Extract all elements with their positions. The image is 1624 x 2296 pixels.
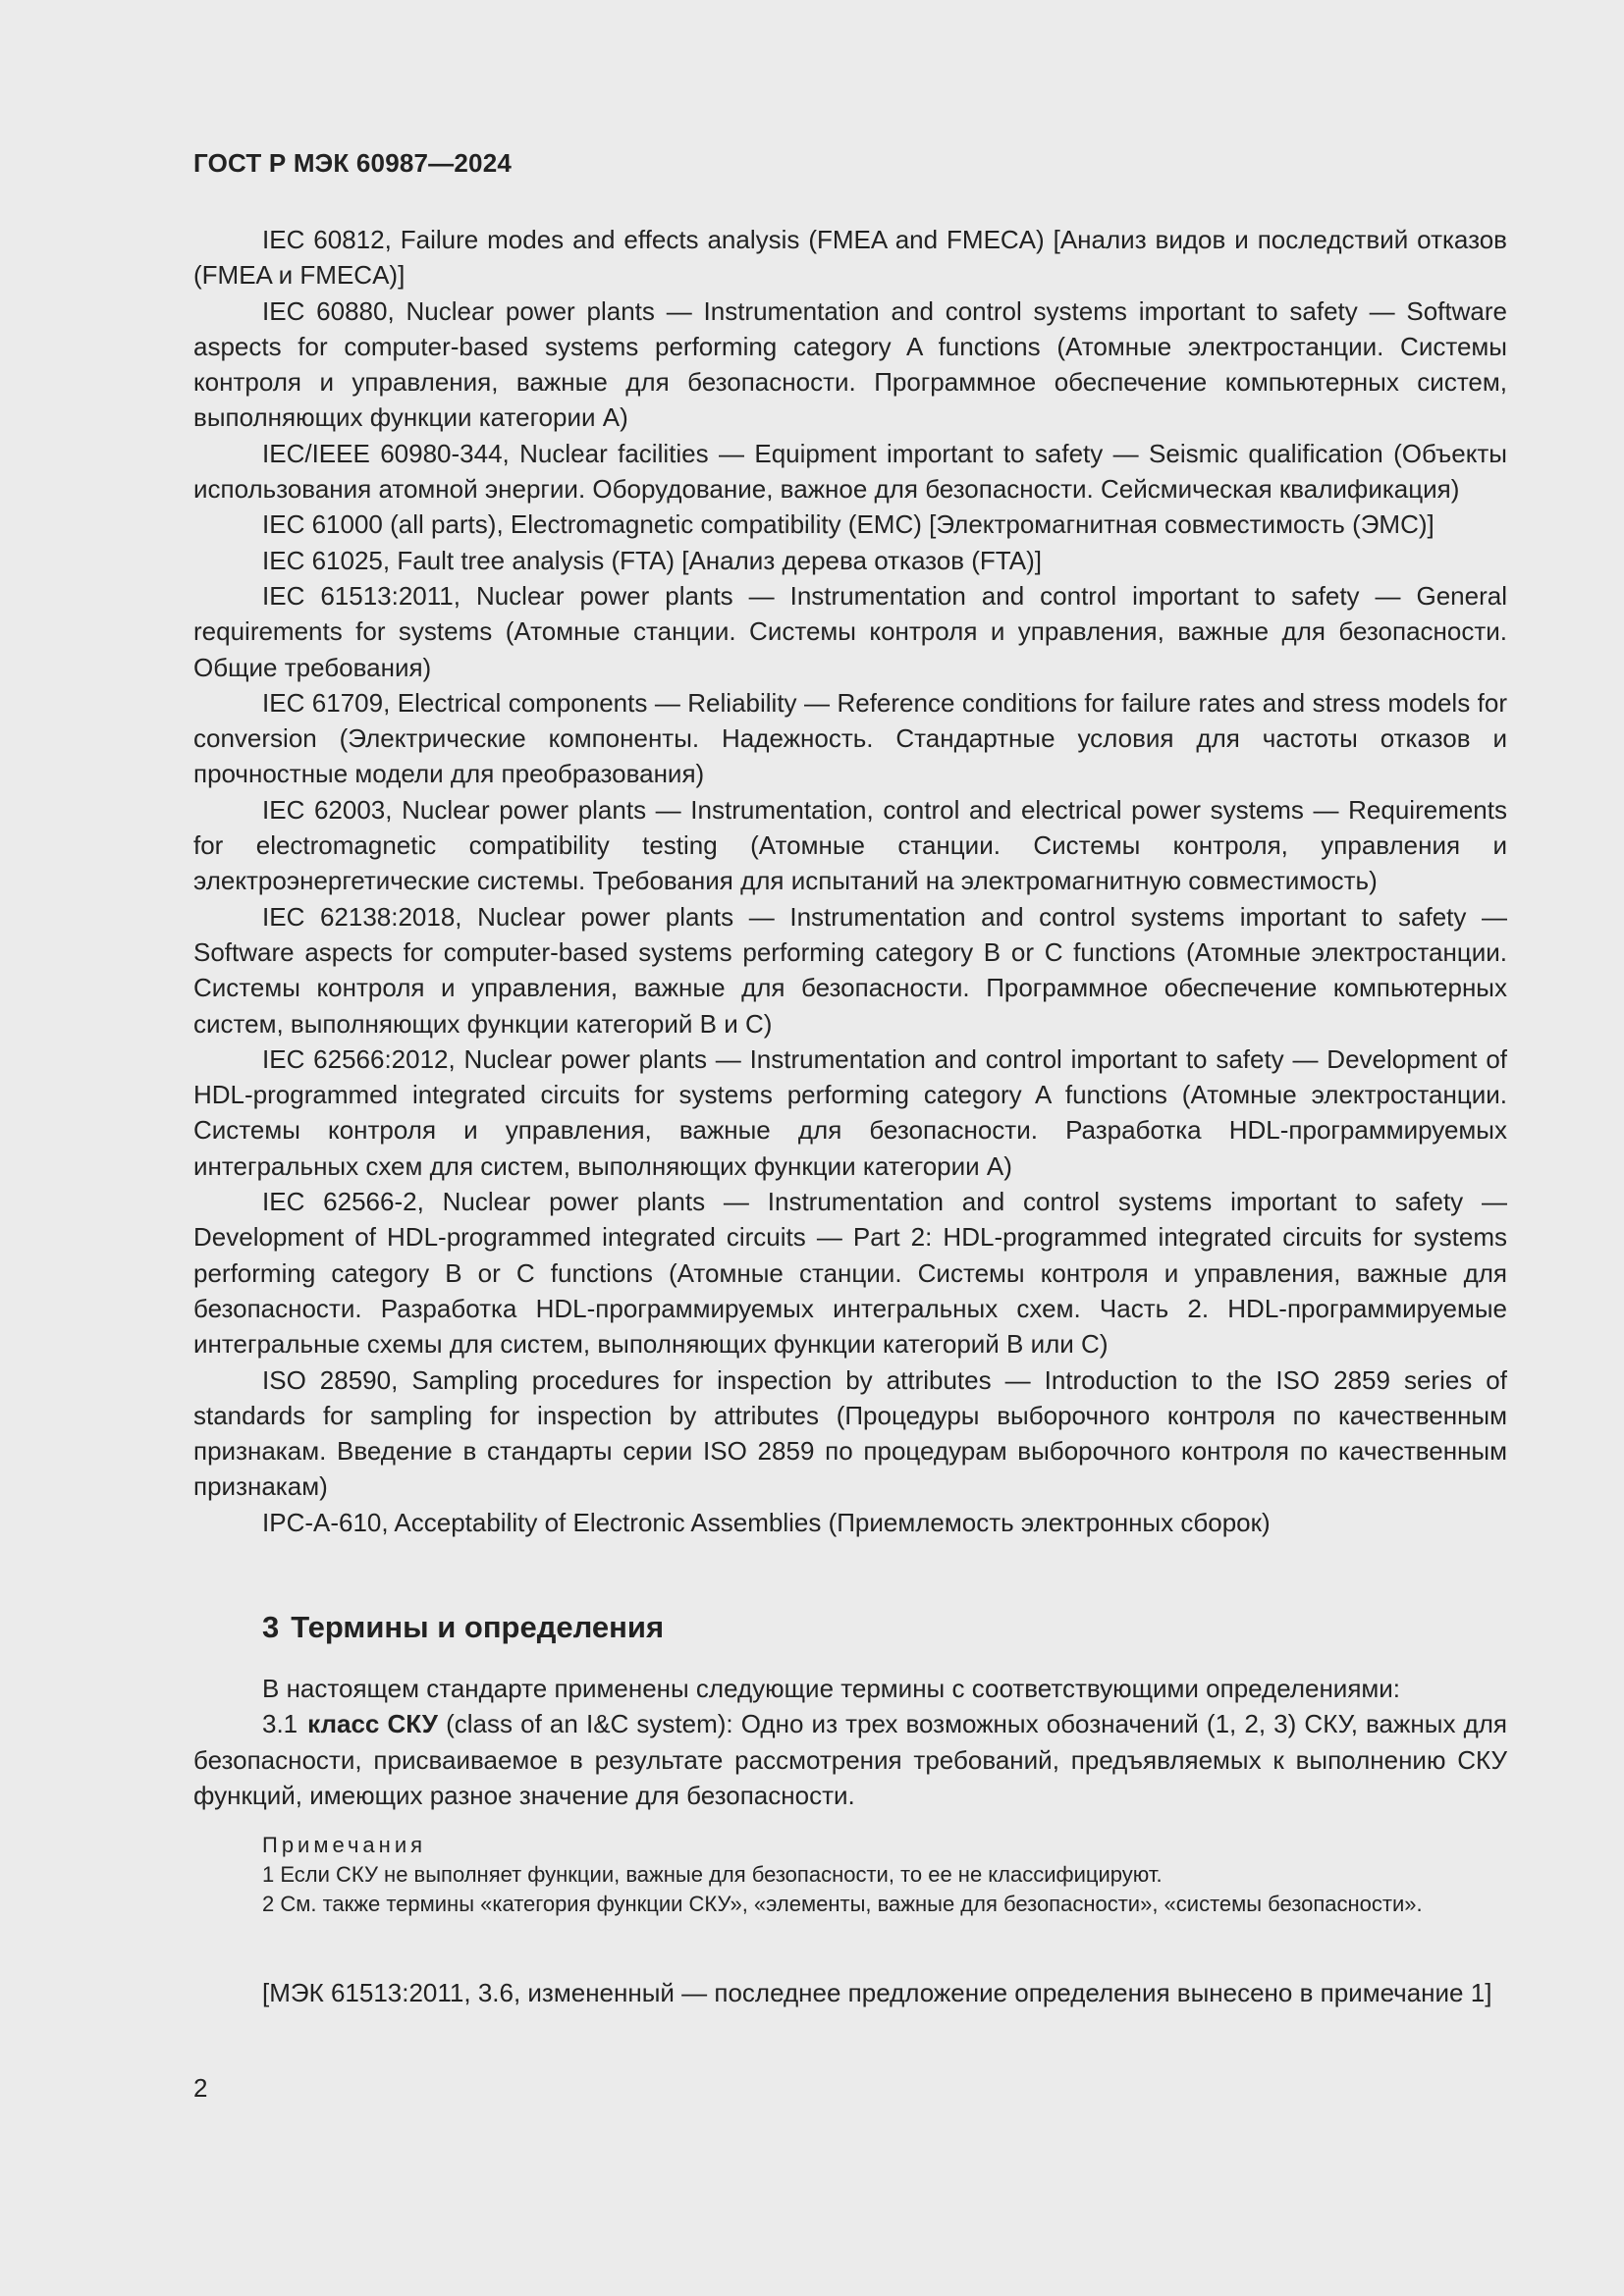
- section-heading: [262, 1610, 664, 1645]
- note-item: 1 Если СКУ не выполняет функции, важные для безопасности, то ее не классифицируют.: [262, 1862, 1163, 1887]
- notes-heading: Примечания: [262, 1833, 427, 1857]
- reference-item: IEC 61513:2011, Nuclear power plants — Instrumentation and control important to safety — General requirements for systems (Атомные станции. Системы контроля и управления, важные для безопасности. Общие требования): [193, 580, 1507, 682]
- reference-item: IEC 62138:2018, Nuclear power plants — Instrumentation and control systems important to safety — Software aspects for computer-based systems performing category B or C functions (Атомные электростанции. Системы контроля и управления, важные для безопасности. Программное обеспечение компьютерных систем, выполняющих функции категорий В и С): [193, 901, 1507, 1039]
- reference-item: IEC 61000 (all parts), Electromagnetic compatibility (EMC) [Электромагнитная совместимость (ЭМС)]: [262, 509, 1435, 540]
- note-item: 2 См. также термины «категория функции СКУ», «элементы, важные для безопасности», «системы безопасности».: [262, 1892, 1423, 1916]
- terms-intro-block: [193, 1671, 1507, 1813]
- term-name: класс СКУ: [307, 1709, 438, 1739]
- reference-item: IEC 62566:2012, Nuclear power plants — Instrumentation and control important to safety — Development of HDL-programmed integrated circuits for systems performing category A functions (Атомные электростанции. Системы контроля и управления, важные для безопасности. Разработка HDL-программируемых интегральных схем для систем, выполняющих функции категории А): [193, 1043, 1507, 1181]
- page-number: 2: [193, 2073, 208, 2103]
- section-number: 3: [262, 1610, 280, 1644]
- reference-item: IEC 62003, Nuclear power plants — Instrumentation, control and electrical power systems — Requirements for electromagnetic compatibility testing (Атомные станции. Системы контроля, управления и электроэнергетические системы. Требования для испытаний на электромагнитную совместимость): [193, 794, 1507, 896]
- term-definition-text: Одно из трех возможных обозначений (1, 2, 3) СКУ, важных для безопасности, присваиваемое в результате рассмотрения требований, предъявляемых к выполнению СКУ функций, имеющих разное значение для безопасности.: [193, 1709, 1508, 1810]
- term-number: 3.1: [262, 1709, 298, 1739]
- normative-references: [193, 222, 1507, 1540]
- reference-item: IEC 61709, Electrical components — Reliability — Reference conditions for failure rates and stress models for conversion (Электрические компоненты. Надежность. Стандартные условия для частоты отказов и прочностные модели для преобразования): [193, 687, 1507, 789]
- notes-block: [193, 1831, 1507, 1919]
- terms-intro: В настоящем стандарте применены следующие термины с соответствующими определениями:: [262, 1674, 1401, 1703]
- reference-item: IEC 60880, Nuclear power plants — Instrumentation and control systems important to safety — Software aspects for computer-based systems performing category A functions (Атомные электростанции. Системы контроля и управления, важные для безопасности. Программное обеспечение компьютерных систем, выполняющих функции категории А): [193, 295, 1507, 433]
- definition-source: [МЭК 61513:2011, 3.6, измененный — последнее предложение определения вынесено в примечание 1]: [262, 1978, 1492, 2007]
- reference-item: IEC 61025, Fault tree analysis (FTA) [Анализ дерева отказов (FTA)]: [262, 545, 1042, 575]
- term-english: (class of an I&C system):: [437, 1709, 733, 1739]
- term-definition: [193, 1706, 1507, 1813]
- reference-item: ISO 28590, Sampling procedures for inspection by attributes — Introduction to the ISO 2859 series of standards for sampling for inspection by attributes (Процедуры выборочного контроля по качественным признакам. Введение в стандарты серии ISO 2859 по процедурам выборочного контроля по качественным признакам): [193, 1364, 1507, 1502]
- definition-source-block: [193, 1975, 1507, 2010]
- section-title: Термины и определения: [291, 1610, 665, 1644]
- document-header: ГОСТ Р МЭК 60987—2024: [193, 148, 513, 178]
- reference-item: IPC-A-610, Acceptability of Electronic Assemblies (Приемлемость электронных сборок): [262, 1507, 1271, 1537]
- reference-item: IEC/IEEE 60980-344, Nuclear facilities — Equipment important to safety — Seismic qualification (Объекты использования атомной энергии. Оборудование, важное для безопасности. Сейсмическая квалификация): [193, 438, 1507, 505]
- reference-item: IEC 60812, Failure modes and effects analysis (FMEA and FMECA) [Анализ видов и последствий отказов (FMEA и FMECA)]: [193, 225, 1507, 291]
- reference-item: IEC 62566-2, Nuclear power plants — Instrumentation and control systems important to safety — Development of HDL-programmed integrated circuits — Part 2: HDL-programmed integrated circuits for systems performing category B or C functions (Атомные станции. Системы контроля и управления, важные для безопасности. Разработка HDL-программируемых интегральных схем. Часть 2. HDL-программируемые интегральные схемы для систем, выполняющих функции категорий В или С): [193, 1187, 1507, 1360]
